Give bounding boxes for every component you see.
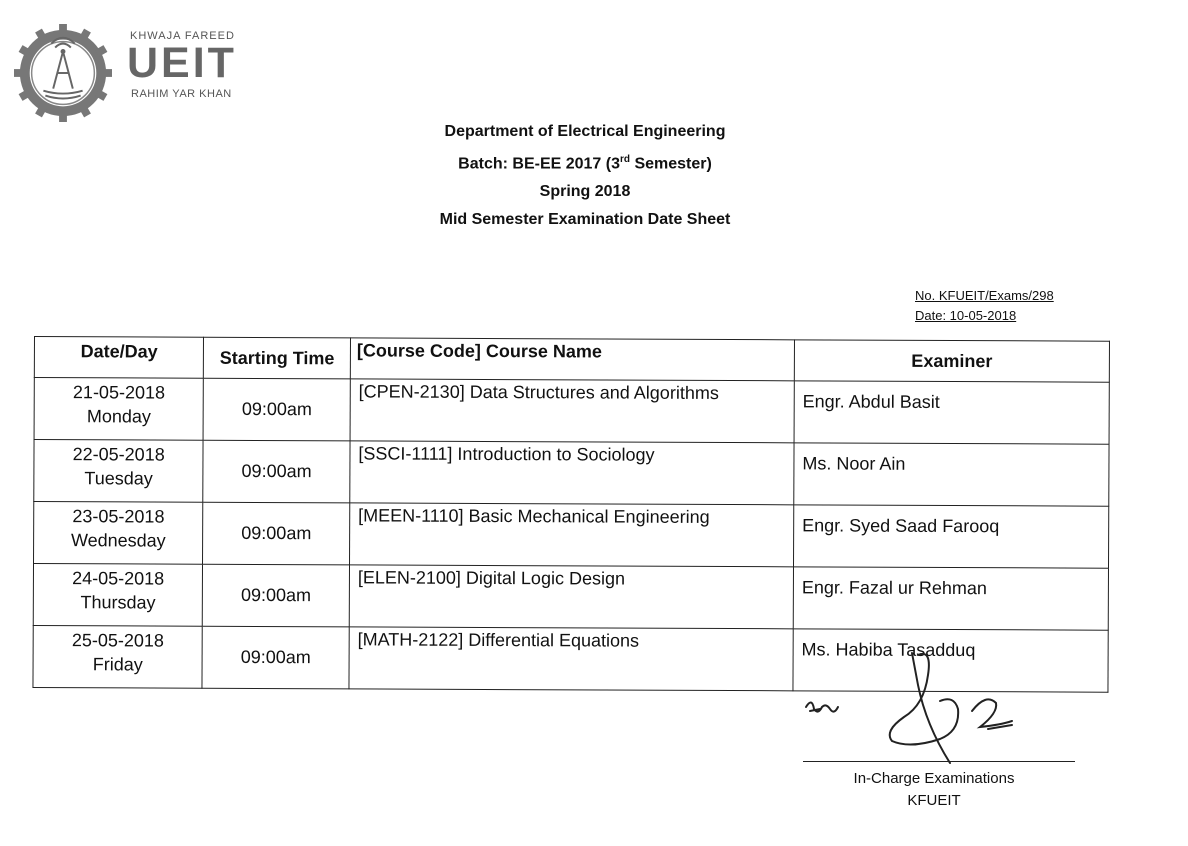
signatory-title: In-Charge Examinations	[853, 770, 1015, 787]
header-course: [Course Code] Course Name	[350, 338, 794, 381]
header-examiner: Examiner	[794, 340, 1109, 382]
reference-number: No. KFUEIT/Exams/298	[915, 288, 1054, 303]
session-name: Spring 2018	[539, 183, 631, 201]
table-row	[34, 378, 1109, 445]
time-cell: 09:00am	[202, 626, 349, 689]
header-date-day: Date/Day	[34, 337, 204, 379]
table-row	[33, 564, 1108, 631]
signatory-org: KFUEIT	[907, 792, 961, 809]
date-day-cell: 24-05-2018 Thursday	[33, 564, 203, 627]
time-cell: 09:00am	[203, 502, 350, 565]
date-day-cell: 23-05-2018 Wednesday	[34, 502, 204, 565]
logo-bottom-text: RAHIM YAR KHAN	[131, 88, 232, 100]
batch-line: Batch: BE-EE 2017 (3rd Semester)	[458, 154, 712, 173]
reference-block	[915, 286, 1054, 326]
handwritten-signature	[800, 645, 1080, 765]
examiner-cell: Engr. Syed Saad Farooq	[793, 505, 1108, 568]
reference-date: Date: 10-05-2018	[915, 308, 1017, 323]
document-title: Mid Semester Examination Date Sheet	[439, 211, 731, 229]
course-cell: [ELEN-2100] Digital Logic Design	[349, 565, 793, 629]
logo-top-text: KHWAJA FAREED	[130, 30, 235, 42]
date-day-cell: 22-05-2018 Tuesday	[34, 440, 204, 503]
examiner-cell: Ms. Noor Ain	[794, 443, 1109, 506]
course-cell: [SSCI-1111] Introduction to Sociology	[350, 441, 794, 505]
time-cell: 09:00am	[204, 378, 351, 441]
time-cell: 09:00am	[203, 564, 350, 627]
examiner-cell: Engr. Fazal ur Rehman	[793, 567, 1108, 630]
document-heading	[380, 118, 790, 234]
header-starting-time: Starting Time	[204, 337, 351, 379]
examiner-cell: Engr. Abdul Basit	[794, 381, 1109, 444]
time-cell: 09:00am	[203, 440, 350, 503]
course-cell: [MEEN-1110] Basic Mechanical Engineering	[349, 503, 793, 567]
department-name: Department of Electrical Engineering	[444, 123, 726, 140]
course-cell: [MATH-2122] Differential Equations	[349, 627, 793, 691]
logo-main-text: UEIT	[127, 39, 237, 87]
gear-seal-icon	[14, 24, 112, 122]
course-cell: [CPEN-2130] Data Structures and Algorithms	[350, 379, 794, 443]
signatory-block	[843, 768, 1025, 812]
date-sheet-table	[32, 336, 1110, 693]
table-row	[34, 502, 1109, 569]
table-row	[34, 440, 1109, 507]
institution-logo	[14, 20, 239, 110]
examiner-cell: Ms. Habiba Tasadduq	[793, 629, 1108, 692]
date-day-cell: 21-05-2018 Monday	[34, 378, 204, 441]
signature-line	[803, 761, 1075, 762]
date-day-cell: 25-05-2018 Friday	[33, 625, 203, 688]
table-header-row	[34, 337, 1109, 383]
